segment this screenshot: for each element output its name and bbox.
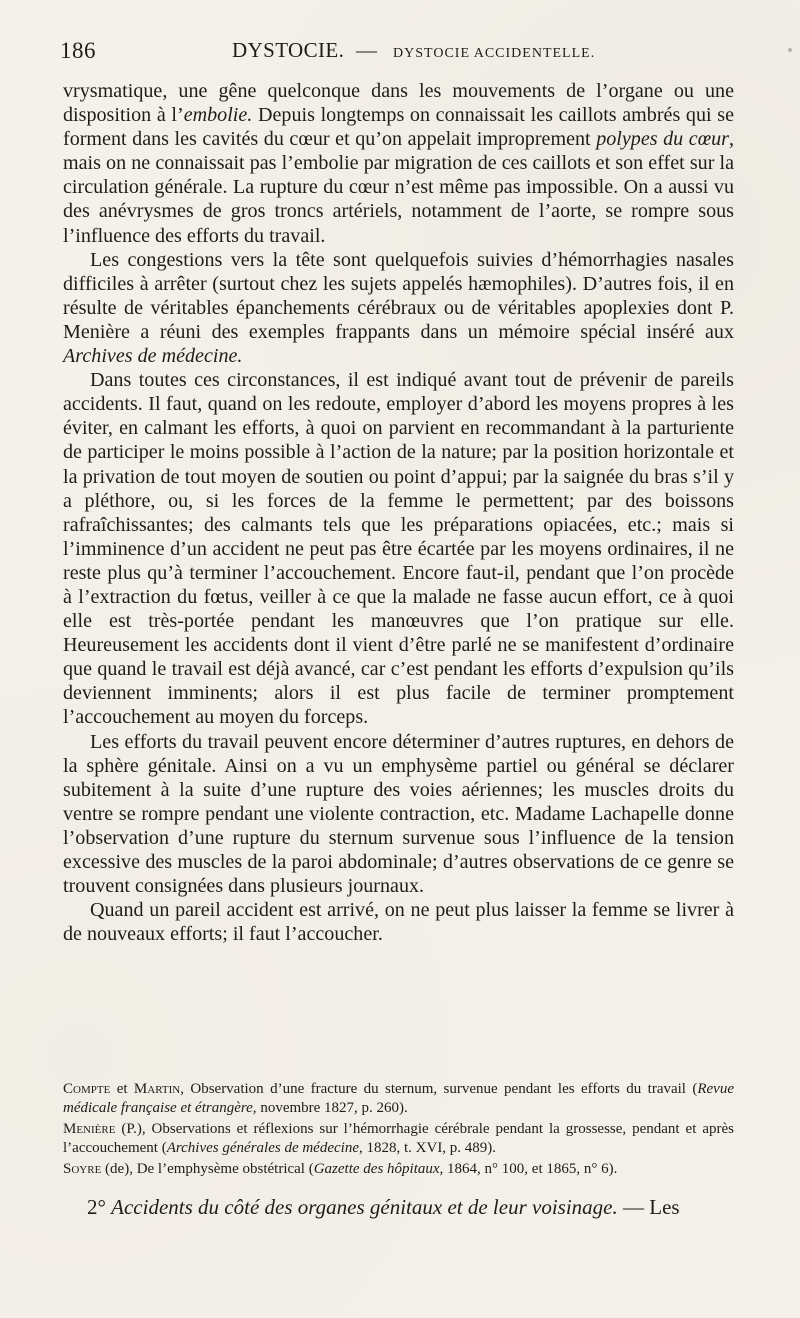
reference-publication: Revue médicale française et étrangère, (63, 1081, 734, 1116)
text-run: Les congestions vers la tête sont quelquefois suivies d’hémorrhagies nasales difficiles à arrêter (surtout chez les sujets appelés hæmophiles). D’autres fois, il en résulte de véritables épanchements cérébraux ou de véritables apoplexies dont P. Menière a réuni des exemples frappants dans un mémoire spécial inséré aux (63, 248, 734, 343)
reference-compte-martin (63, 1080, 734, 1118)
text-run: 1864, n° 100, et 1865, n° 6). (443, 1161, 618, 1177)
running-head-title: DYSTOCIE. (232, 38, 345, 62)
reference-author: Martin (133, 1081, 181, 1097)
paragraph-conclusion (63, 898, 734, 946)
paragraph-congestions (63, 248, 734, 368)
reference-soyre (63, 1160, 734, 1179)
text-run: (de), De l’emphysème obstétrical ( (101, 1161, 314, 1177)
text-run: Les efforts du travail peuvent encore déterminer d’autres ruptures, en dehors de la sphère génitale. Ainsi on a vu un emphysème partiel ou général se déclarer subitement à la suite d’une rupture des voies aériennes; les muscles droits du ventre se rompre pendant une violente contraction, etc. Madame Lachapelle donne l’observation d’une rupture du sternum survenue sous l’influence de la tension excessive des muscles de la paroi abdominale; d’autres observations de ce genre se trouvent consignées dans plusieurs journaux. (63, 730, 734, 898)
text-run: et (110, 1081, 134, 1097)
italic-term: embolie. (183, 104, 253, 127)
text-run: Depuis longtemps on connaissait les caillots ambrés qui se forment dans les cavités du cœur et qu’on appelait improprement (63, 104, 734, 151)
page-number: 186 (60, 38, 96, 63)
running-head (232, 38, 595, 63)
subsection-dash: — (623, 1195, 644, 1219)
reference-author: Compte (63, 1081, 111, 1097)
footnotes (63, 1080, 734, 1181)
running-head-separator: — (355, 38, 378, 62)
subsection-heading (87, 1195, 734, 1220)
subsection-number: 2° (87, 1195, 106, 1219)
text-run: vrysmatique, une gêne quelconque dans les mouvements de l’organe ou une disposition à l’ (63, 80, 734, 127)
subsection-continuation: Les (649, 1195, 680, 1219)
text-run: , mais on ne connaissait pas l’embolie par migration de ces caillots et son effet sur la circulation générale. La rupture du cœur n’est même pas impossible. On a aussi vu des anévrysmes de gros troncs artériels, notamment de l’aorte, se rompre sous l’influence des efforts du travail. (63, 128, 734, 247)
paragraph-prevention (63, 368, 734, 729)
text-run: 1828, t. XVI, p. 489). (362, 1140, 497, 1156)
page-header (60, 38, 740, 72)
italic-term: Archives de médecine. (63, 345, 243, 368)
margin-speck (788, 48, 792, 52)
body-text (63, 79, 734, 946)
reference-author: Soyre (63, 1161, 102, 1177)
text-run: (P.), Observations et réflexions sur l’hémorrhagie cérébrale pendant la grossesse, pendant et après l’accouchement ( (63, 1121, 734, 1156)
reference-publication: Archives générales de médecine, (166, 1140, 363, 1156)
text-run: Quand un pareil accident est arrivé, on ne peut plus laisser la femme se livrer à de nouveaux efforts; il faut l’accoucher. (63, 899, 734, 946)
reference-meniere (63, 1120, 734, 1158)
reference-author: Menière (63, 1121, 116, 1137)
running-head-subtitle: DYSTOCIE ACCIDENTELLE. (393, 46, 596, 61)
paragraph-embolie (63, 79, 734, 248)
italic-term: polypes du cœur (596, 128, 729, 151)
text-run: Dans toutes ces circonstances, il est indiqué avant tout de prévenir de pareils accidents. Il faut, quand on les redoute, employer d’abord les moyens propres à les éviter, en calmant les efforts, à quoi on parvient en recommandant à la parturiente de participer le moins possible à l’action de la nature; par la position horizontale et la privation de tout moyen de soutien ou point d’appui; par la saignée du bras s’il y a pléthore, ou, si les forces de la femme le permettent; par des boissons rafraîchissantes; des calmants tels que les préparations opiacées, etc.; mais si l’imminence d’un accident ne peut pas être écartée par les moyens ordinaires, il ne reste plus qu’à terminer l’accouchement. Encore faut-il, pendant que l’on procède à l’extraction du fœtus, veiller à ce que la malade ne fasse aucun effort, ce à quoi elle est très-portée pendant les manœuvres que l’on pratique sur elle. Heureusement les accidents dont il vient d’être parlé ne se manifestent d’ordinaire que quand le travail est déjà avancé, car c’est pendant les efforts d’expulsion qu’ils deviennent imminents; alors il est plus facile de terminer promptement l’accouchement au moyen du forceps. (63, 369, 734, 729)
text-run: , Observation d’une fracture du sternum, survenue pendant les efforts du travail ( (180, 1081, 698, 1097)
subsection-title: Accidents du côté des organes génitaux et de leur voisinage. (111, 1195, 618, 1219)
paragraph-ruptures (63, 730, 734, 899)
reference-publication: Gazette des hôpitaux, (313, 1161, 444, 1177)
text-run: novembre 1827, p. 260). (256, 1100, 408, 1116)
